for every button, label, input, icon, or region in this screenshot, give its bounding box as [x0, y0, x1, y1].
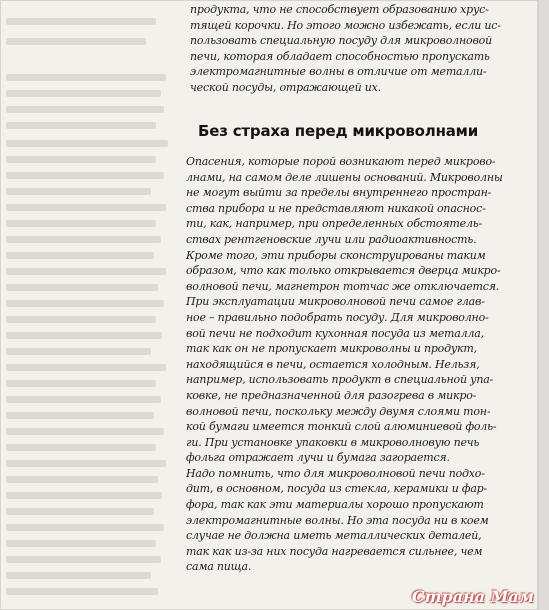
text-line: не могут выйти за пределы внутреннего простран-	[186, 186, 492, 200]
bleed-line	[6, 220, 156, 227]
bleed-line	[6, 460, 166, 467]
bleed-line	[6, 396, 161, 403]
bleed-line	[6, 156, 156, 163]
text-line: сама пища.	[186, 560, 252, 574]
text-line: ное – правильно подобрать посуду. Для микроволно-	[186, 310, 489, 324]
text-line: так как он не пропускает микроволны и продукт,	[186, 342, 477, 356]
text-line: ческой посуды, отражающей их.	[190, 80, 381, 94]
bleed-line	[6, 204, 166, 211]
bleed-line	[6, 412, 154, 419]
text-line: ковке, не предназначенной для разогрева в микро-	[186, 388, 477, 402]
text-line: дит, в основном, посуда из стекла, керамики и фар-	[186, 482, 488, 496]
bleed-line	[6, 122, 156, 129]
bleed-line	[6, 508, 154, 515]
bleed-line	[6, 524, 164, 531]
text-line: ствах рентгеновские лучи или радиоактивность.	[186, 232, 477, 246]
bleed-line	[6, 172, 164, 179]
bleed-line	[6, 476, 158, 483]
text-line: так как из-за них посуда нагревается сильнее, чем	[186, 544, 483, 558]
text-line: продукта, что не способствует образованию хрус-	[190, 3, 489, 16]
text-line: лнами, на самом деле лишены оснований. Микроволны	[186, 170, 503, 184]
bleed-line	[6, 18, 156, 25]
text-line: например, использовать продукт в специальной упа-	[186, 373, 494, 387]
text-line: ги. При установке упаковки в микроволновую печь	[186, 435, 480, 449]
bleed-line	[6, 556, 161, 563]
bleed-through-text	[6, 0, 176, 610]
bleed-line	[6, 284, 158, 291]
bleed-line	[6, 316, 156, 323]
bleed-line	[6, 300, 164, 307]
text-line: волновой печи, магнетрон тотчас же отключается.	[186, 279, 500, 293]
bleed-line	[6, 588, 158, 595]
bleed-line	[6, 572, 151, 579]
bleed-line	[6, 444, 156, 451]
text-line: ти, как, например, при определенных обстоятель-	[186, 217, 483, 231]
section-body	[186, 154, 503, 575]
text-line: Надо помнить, что для микроволновой печи подхо-	[186, 466, 485, 480]
bleed-line	[6, 428, 164, 435]
text-line: электромагнитные волны. Но эта посуда ни в коем	[186, 513, 489, 527]
text-line: фольга отражает лучи и бумага загорается.	[186, 451, 450, 465]
text-line: электромагнитные волны в отличие от металли-	[190, 65, 487, 79]
text-line: печи, которая обладает способностью пропускать	[190, 49, 490, 63]
intro-paragraph	[190, 2, 501, 96]
bleed-line	[6, 38, 146, 45]
bleed-line	[6, 268, 166, 275]
text-line: ства прибора и не представляют никакой опаснос-	[186, 201, 486, 215]
bleed-line	[6, 106, 164, 113]
site-watermark: Страна Мам	[411, 587, 534, 606]
text-line: кой бумаги имеется тонкий слой алюминиевой фоль-	[186, 420, 497, 434]
text-line: Кроме того, эти приборы сконструированы таким	[186, 248, 486, 262]
bleed-line	[6, 492, 162, 499]
bleed-line	[6, 540, 156, 547]
text-line: случае не должна иметь металлических деталей,	[186, 529, 482, 543]
text-line: находящийся в печи, остается холодным. Нельзя,	[186, 357, 480, 371]
viewer-edge	[538, 0, 549, 610]
bleed-line	[6, 188, 151, 195]
bleed-line	[6, 332, 162, 339]
bleed-line	[6, 252, 154, 259]
bleed-line	[6, 380, 156, 387]
text-line: пользовать специальную посуду для микроволновой	[190, 34, 492, 48]
text-line: При эксплуатации микроволновой печи самое глав-	[186, 295, 485, 309]
text-line: тящей корочки. Но этого можно избежать, если ис-	[190, 18, 501, 32]
text-line: Опасения, которые порой возникают перед микрово-	[186, 155, 496, 168]
bleed-line	[6, 348, 151, 355]
text-line: волновой печи, поскольку между двумя слоями тон-	[186, 404, 491, 418]
bleed-line	[6, 236, 161, 243]
bleed-line	[6, 90, 161, 97]
bleed-line	[6, 74, 166, 81]
text-line: вой печи не подходит кухонная посуда из металла,	[186, 326, 484, 340]
text-line: фора, так как эти материалы хорошо пропускают	[186, 498, 484, 512]
bleed-line	[6, 364, 166, 371]
bleed-line	[6, 140, 168, 147]
section-heading: Без страха перед микроволнами	[198, 122, 479, 140]
text-line: образом, что как только открывается дверца микро-	[186, 264, 501, 278]
